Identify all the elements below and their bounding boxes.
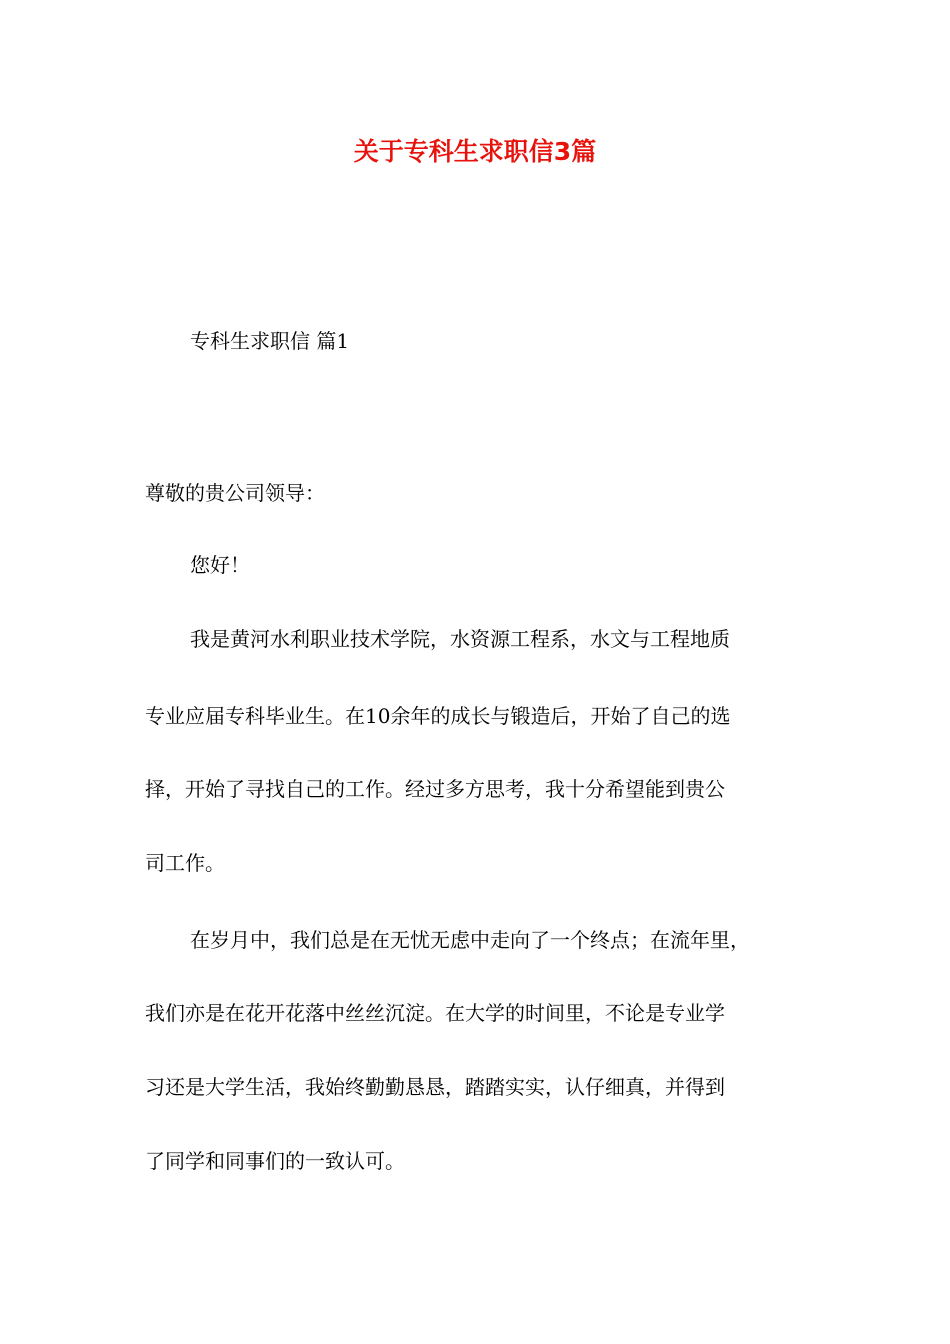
paragraph-1-line-4: 司工作。 — [145, 851, 225, 875]
paragraph-1-line-1: 我是黄河水利职业技术学院，水资源工程系，水文与工程地质 — [190, 627, 730, 651]
paragraph-2-line-2: 我们亦是在花开花落中丝丝沉淀。在大学的时间里，不论是专业学 — [145, 1001, 725, 1025]
paragraph-2-line-1: 在岁月中，我们总是在无忧无虑中走向了一个终点；在流年里， — [190, 928, 750, 952]
paragraph-1-line-2: 专业应届专科毕业生。在10余年的成长与锻造后，开始了自己的选 — [145, 704, 731, 728]
paragraph-1-line-3: 择，开始了寻找自己的工作。经过多方思考，我十分希望能到贵公 — [145, 777, 725, 801]
document-title: 关于专科生求职信3篇 — [353, 137, 597, 166]
salutation: 尊敬的贵公司领导： — [145, 481, 325, 505]
paragraph-2-line-4: 了同学和同事们的一致认可。 — [145, 1149, 405, 1173]
section-heading: 专科生求职信 篇1 — [190, 329, 350, 353]
greeting: 您好！ — [190, 553, 250, 577]
paragraph-2-line-3: 习还是大学生活，我始终勤勤恳恳，踏踏实实，认仔细真，并得到 — [145, 1075, 725, 1099]
